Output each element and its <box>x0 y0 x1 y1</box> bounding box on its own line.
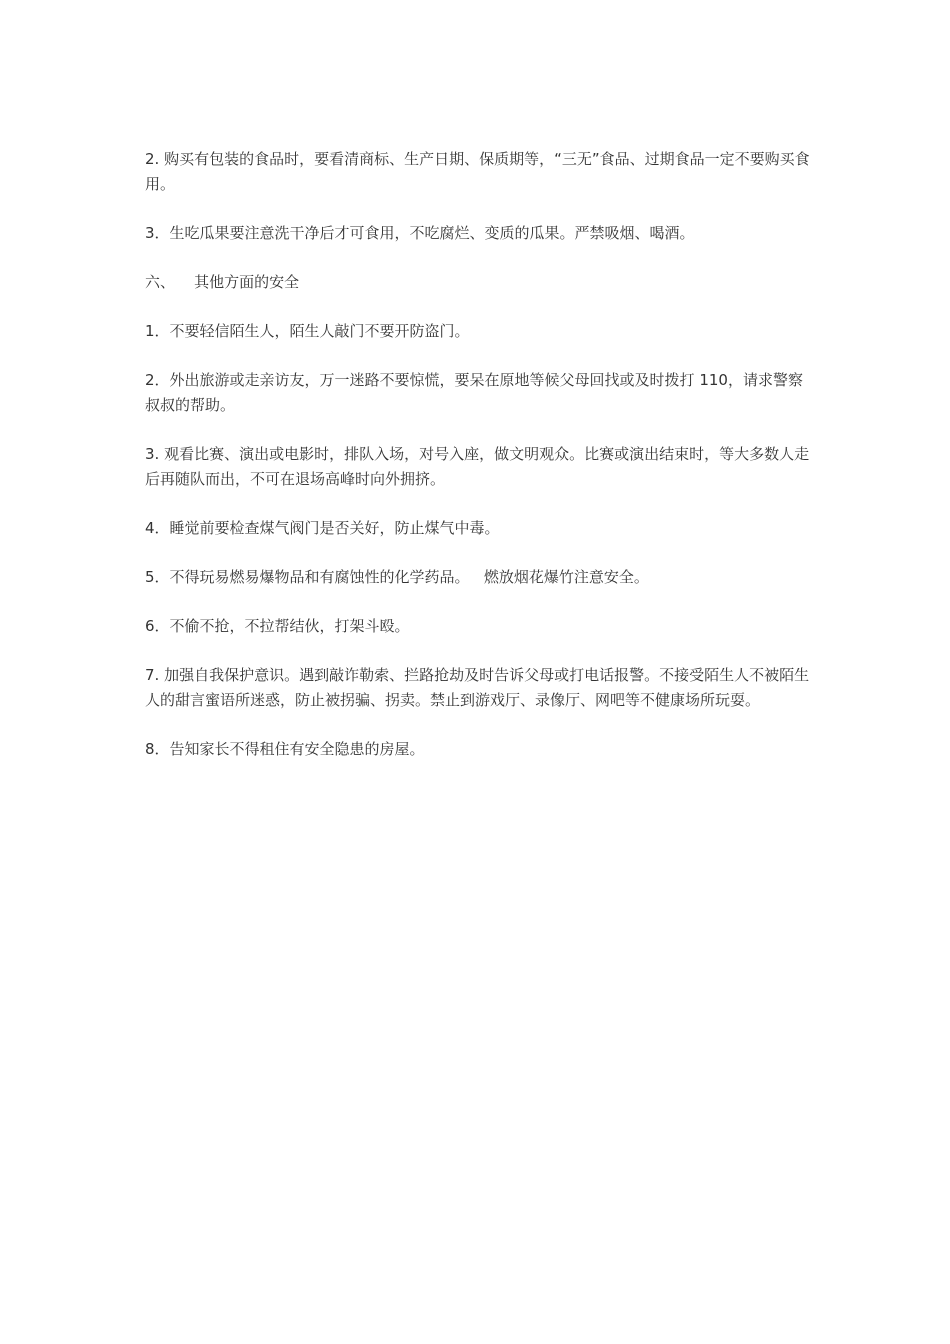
paragraph-no-fighting: 6．不偷不抢，不拉帮结伙，打架斗殴。 <box>145 617 410 635</box>
paragraph-hazardous-items: 5．不得玩易燃易爆物品和有腐蚀性的化学药品。 燃放烟花爆竹注意安全。 <box>145 568 649 586</box>
paragraph-housing: 8．告知家长不得租住有安全隐患的房屋。 <box>145 740 425 758</box>
paragraph-food-packaging: 2. 购买有包装的食品时，要看清商标、生产日期、保质期等，“三无”食品、过期食品一定不要购买食用。 <box>145 150 810 193</box>
paragraph-gas-valve: 4．睡觉前要检查煤气阀门是否关好，防止煤气中毒。 <box>145 519 500 537</box>
paragraph-raw-fruit: 3．生吃瓜果要注意洗干净后才可食用，不吃腐烂、变质的瓜果。严禁吸烟、喝酒。 <box>145 224 695 242</box>
paragraph-strangers: 1．不要轻信陌生人，陌生人敲门不要开防盗门。 <box>145 322 470 340</box>
paragraph-self-protection: 7. 加强自我保护意识。遇到敲诈勒索、拦路抢劫及时告诉父母或打电话报警。不接受陌生人不被陌生人的甜言蜜语所迷惑，防止被拐骗、拐卖。禁止到游戏厅、录像厅、网吧等不健康场所玩耍。 <box>145 666 810 709</box>
paragraph-events: 3. 观看比赛、演出或电影时，排队入场，对号入座，做文明观众。比赛或演出结束时，等大多数人走后再随队而出，不可在退场高峰时向外拥挤。 <box>145 445 810 488</box>
paragraph-getting-lost: 2．外出旅游或走亲访友，万一迷路不要惊慌，要呆在原地等候父母回找或及时拨打 110，请求警察叔叔的帮助。 <box>145 371 803 414</box>
section-heading-other-safety: 六、 其他方面的安全 <box>145 273 300 291</box>
document-body <box>145 147 810 786</box>
